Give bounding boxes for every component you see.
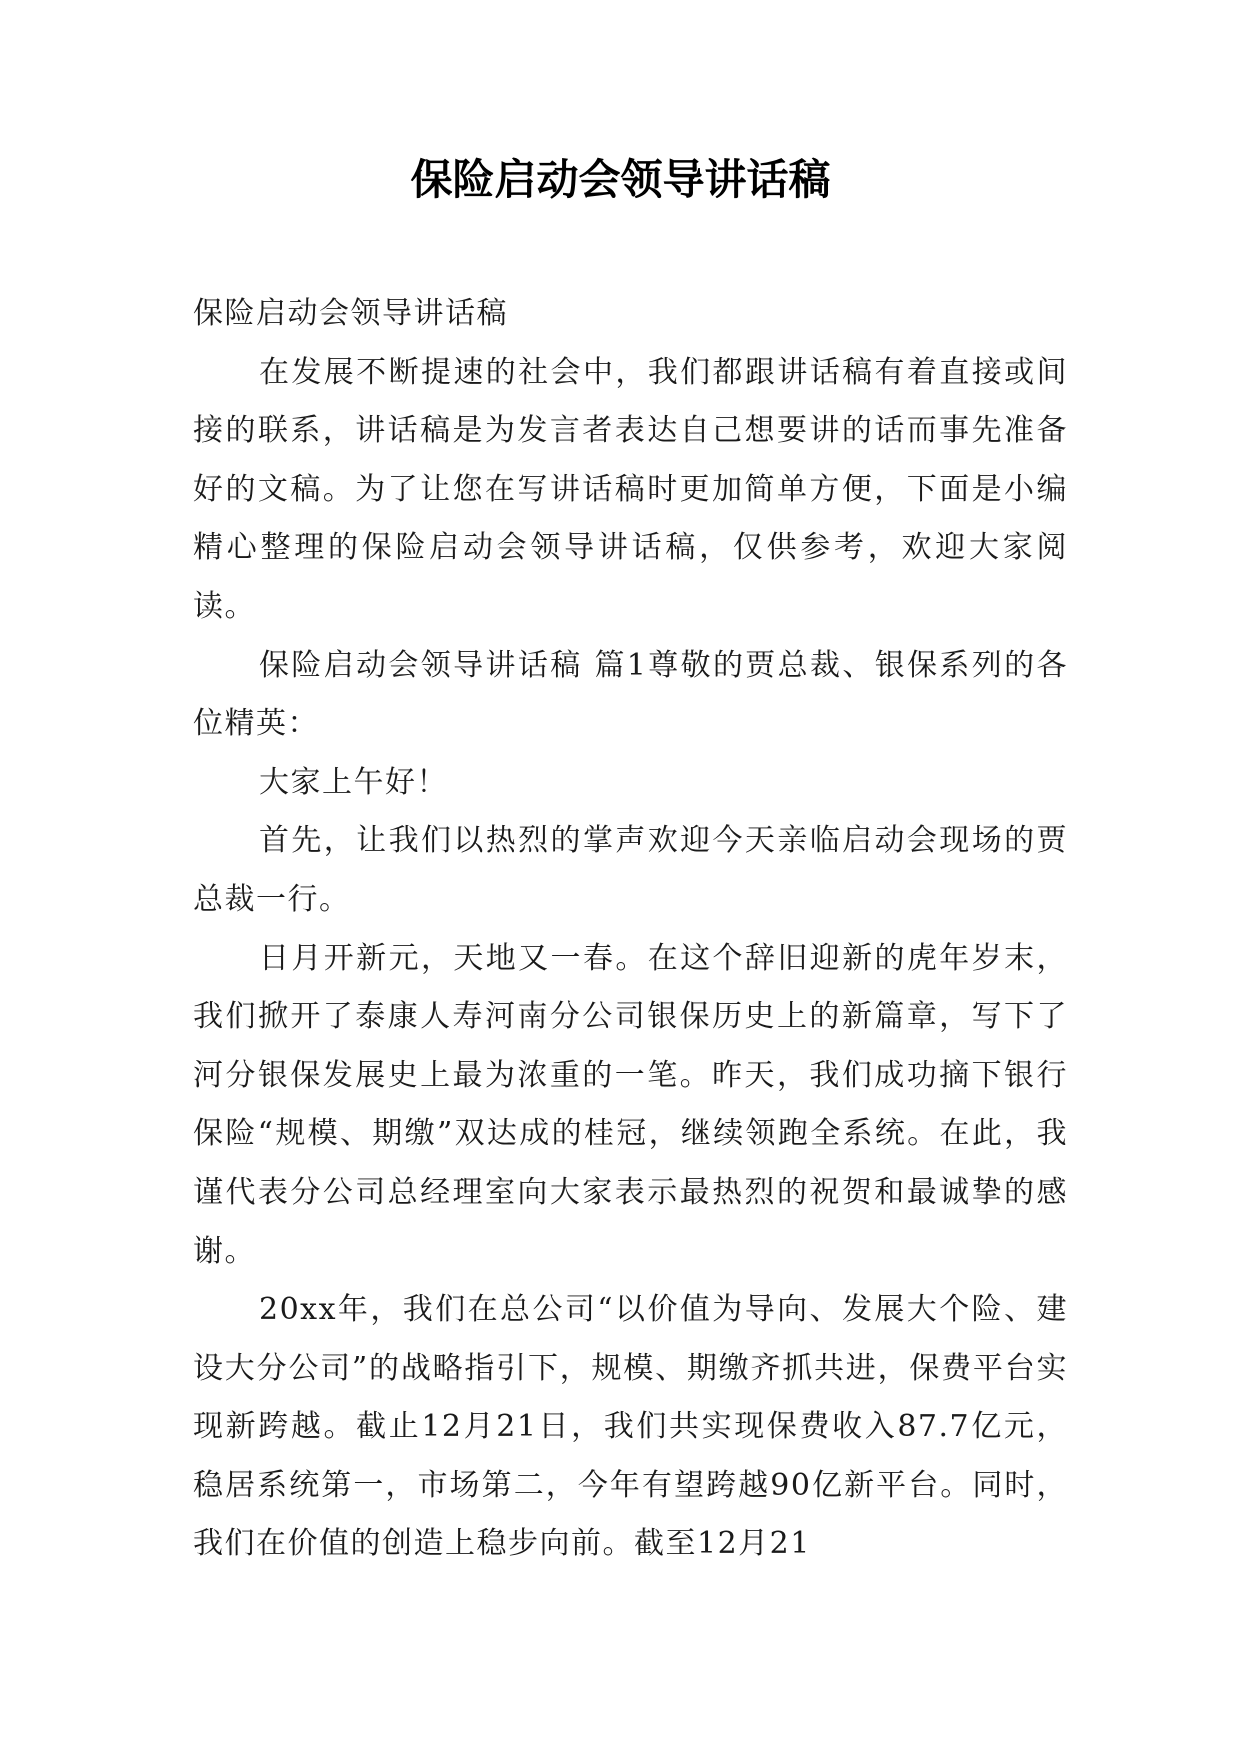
paragraph-intro: 在发展不断提速的社会中，我们都跟讲话稿有着直接或间接的联系，讲话稿是为发言者表达自己想要讲的话而事先准备好的文稿。为了让您在写讲话稿时更加简单方便，下面是小编精心整理的保险启动会领导讲话稿，仅供参考，欢迎大家阅读。	[193, 354, 1068, 624]
paragraph-new-year: 日月开新元，天地又一春。在这个辞旧迎新的虎年岁末，我们掀开了泰康人寿河南分公司银保历史上的新篇章，写下了河分银保发展史上最为浓重的一笔。昨天，我们成功摘下银行保险“规模、期缴”双达成的桂冠，继续领跑全系统。在此，我谨代表分公司总经理室向大家表示最热烈的祝贺和最诚挚的感谢。	[193, 940, 1068, 1269]
paragraph-heading: 保险启动会领导讲话稿	[193, 296, 508, 331]
paragraph-salutation: 保险启动会领导讲话稿 篇1尊敬的贾总裁、银保系列的各位精英：	[193, 647, 1068, 742]
document-body	[193, 285, 1068, 1574]
paragraph-welcome: 首先，让我们以热烈的掌声欢迎今天亲临启动会现场的贾总裁一行。	[193, 823, 1068, 917]
paragraph-achievements: 20xx年，我们在总公司“以价值为导向、发展大个险、建设大分公司”的战略指引下，规模、期缴齐抓共进，保费平台实现新跨越。截止12月21日，我们共实现保费收入87.7亿元，稳居系统第一，市场第二，今年有望跨越90亿新平台。同时，我们在价值的创造上稳步向前。截至12月21	[193, 1292, 1068, 1562]
paragraph-greeting: 大家上午好！	[259, 764, 448, 800]
document-title: 保险启动会领导讲话稿	[410, 155, 831, 204]
